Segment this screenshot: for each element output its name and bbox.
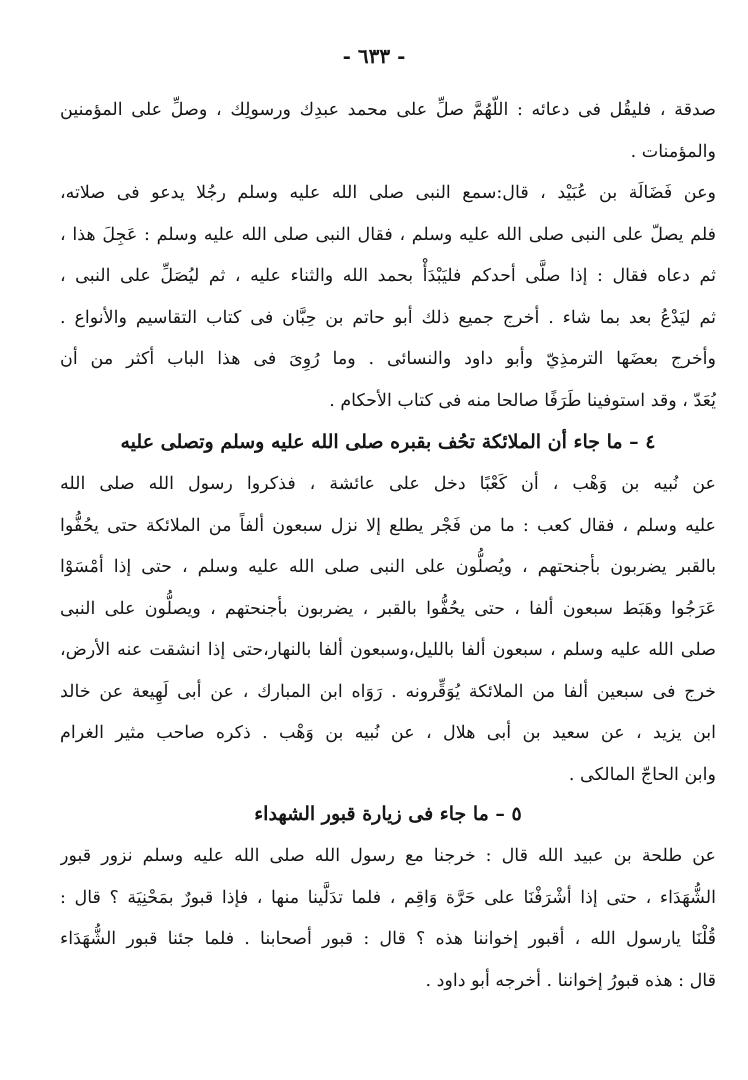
section-heading: ٥ – ما جاء فى زيارة قبور الشهداء [254,803,522,825]
text-line: يُعَدّ ، وقد استوفينا طَرَفًا صالحا منه فى كتاب الأحكام . [329,390,716,411]
text-line: صدقة ، فليقُل فى دعائه : اللّهُمَّ صلِّ على محمد عبدِك ورسولِك ، وصلِّ على المؤمنين [60,100,716,120]
text-line: عن نُبيه بن وَهْب ، أن كَعْبًا دخل على عائشة ، فذكروا رسول الله صلى الله [60,474,716,494]
text-line: قال : هذه قبورُ إخواننا . أخرجه أبو داود . [425,970,716,991]
text-line: والمؤمنات . [630,141,716,162]
page-number: - ٦٣٣ - [342,44,406,68]
text-line: ابن يزيد ، عن سعيد بن أبى هلال ، عن نُبيه بن وَهْب . ذكره صاحب مثير الغرام [60,723,716,743]
text-line: خرج فى سبعين ألفا من الملائكة يُوَقِّرونه . رَوَاه ابن المبارك ، عن أبى لَهِيعة عن خالد [60,681,716,702]
text-line: عن طلحة بن عبيد الله قال : خرجنا مع رسول الله صلى الله عليه وسلم نزور قبور [60,846,716,866]
text-line: عليه وسلم ، فقال كعب : ما من فَجْر يطلع إلا نزل سبعون ألفاً من الملائكة حتى يحُفُّوا [60,515,716,536]
section-5 [60,792,716,1002]
section-4 [60,420,716,796]
intro-paragraphs [60,90,716,422]
text-line: وابن الحاجّ المالكى . [568,764,716,785]
text-line: بالقبر يضربون بأجنحتهم ، ويُصلُّون على النبى صلى الله عليه وسلم ، حتى إذا أمْسَوْا [60,557,716,577]
section-heading: ٤ – ما جاء أن الملائكة تحُف بقبره صلى الله عليه وسلم وتصلى عليه [120,431,656,453]
text-line: صلى الله عليه وسلم ، سبعون ألفا بالليل،وسبعون ألفا بالنهار،حتى إذا انشقت عنه الأرض، [60,640,716,660]
text-line: ثم ليَدْعُ بعد بما شاء . أخرج جميع ذلك أبو حاتم بن حِبَّان فى كتاب التقاسيم والأنواع . [60,307,716,328]
text-line: وأخرج بعضَها الترمذِيّ وأبو داود والنسائى . وما رُوِىَ فى هذا الباب أكثر من أن [60,349,716,369]
text-line: ثم دعاه فقال : إذا صلَّى أحدكم فليَبْدَأْ بحمد الله والثناء عليه ، ثم ليُصَلِّ على النبى ، [60,266,716,286]
text-line: الشُّهَدَاء ، حتى إذا أشْرَفْنَا على حَرَّة وَاقِم ، فلما تدَلَّينا منها ، فإذا قبورٌ بمَحْنِيَة ؟ قال : [60,887,716,908]
text-line: فلم يصلّ على النبى صلى الله عليه وسلم ، فقال النبى صلى الله عليه وسلم : عَجِلَ هذا ، [60,224,716,245]
text-line: قُلْنَا يارسول الله ، أقبور إخواننا هذه ؟ قال : قبور أصحابنا . فلما جئنا قبور الشُّهَدَاء [60,929,716,949]
text-line: عَرَجُوا وهَبَط سبعون ألفا ، حتى يحُفُّوا بالقبر ، يضربون بأجنحتهم ، ويصلُّون على النبى [60,598,716,619]
text-line: وعن فَضَالَة بن عُبَيْد ، قال:سمع النبى صلى الله عليه وسلم رجُلا يدعو فى صلاته، [60,183,716,203]
